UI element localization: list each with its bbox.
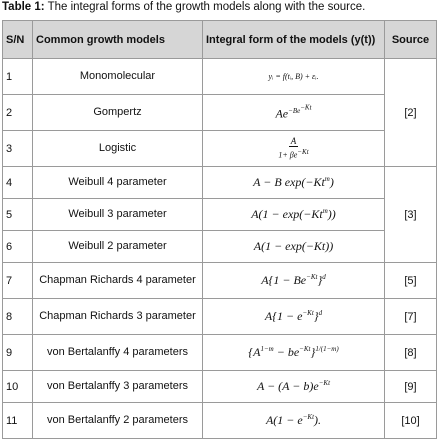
table-row <box>3 167 437 199</box>
table-row <box>3 299 437 335</box>
growth-models-table <box>2 20 437 439</box>
cell-formula: $A - (A - b)e^{-Kt}$ <box>203 371 385 403</box>
cell-sn: 2 <box>3 95 33 131</box>
cell-model: Weibull 2 parameter <box>33 231 203 263</box>
cell-formula: $A\{1 - Be^{-Kt}\}^d$ <box>203 263 385 299</box>
cell-model: von Bertalanffy 3 parameters <box>33 371 203 403</box>
caption-text: The integral forms of the growth models along with the source. <box>44 1 366 13</box>
cell-model: Chapman Richards 3 parameter <box>33 299 203 335</box>
cell-formula: $Ae^{-Be^{-Kt}}$ <box>203 95 385 131</box>
cell-model: von Bertalanffy 4 parameters <box>33 335 203 371</box>
cell-sn: 3 <box>3 131 33 167</box>
cell-formula: $A\{1 - e^{-Kt}\}^d$ <box>203 299 385 335</box>
cell-formula: $\{A^{1-m} - be^{-Kt}\}^{1/(1-m)}$ <box>203 335 385 371</box>
caption-label: Table 1: <box>2 1 45 13</box>
cell-formula: $\frac{A}{1+ \beta e^{-Kt}}$ <box>203 131 385 167</box>
cell-formula: $A(1 - e^{-Kt})$. <box>203 403 385 439</box>
table-row <box>3 59 437 95</box>
table-row <box>3 263 437 299</box>
cell-source: [5] <box>385 263 437 299</box>
cell-sn: 8 <box>3 299 33 335</box>
table-row <box>3 199 437 231</box>
header-model: Common growth models <box>33 21 203 59</box>
table-row <box>3 95 437 131</box>
cell-model: Weibull 4 parameter <box>33 167 203 199</box>
header-sn: S/N <box>3 21 33 59</box>
cell-sn: 5 <box>3 199 33 231</box>
cell-model: Gompertz <box>33 95 203 131</box>
cell-formula: yᵢ = f(tᵢ, B) + εᵢ. <box>203 59 385 95</box>
cell-sn: 11 <box>3 403 33 439</box>
cell-source: [7] <box>385 299 437 335</box>
cell-source: [9] <box>385 371 437 403</box>
cell-source: [2] <box>385 59 437 167</box>
table-row <box>3 231 437 263</box>
cell-model: Logistic <box>33 131 203 167</box>
table-row <box>3 371 437 403</box>
cell-sn: 4 <box>3 167 33 199</box>
table-row <box>3 335 437 371</box>
cell-source: [3] <box>385 167 437 263</box>
cell-formula: A(1 − exp(−Kt)) <box>203 231 385 263</box>
header-formula: Integral form of the models (y(t)) <box>203 21 385 59</box>
header-row <box>3 21 437 59</box>
cell-sn: 1 <box>3 59 33 95</box>
cell-model: Monomolecular <box>33 59 203 95</box>
cell-formula: A − B $\exp(-Kt^m)$ <box>203 167 385 199</box>
cell-sn: 6 <box>3 231 33 263</box>
cell-source: [10] <box>385 403 437 439</box>
cell-sn: 10 <box>3 371 33 403</box>
cell-model: Chapman Richards 4 parameter <box>33 263 203 299</box>
cell-model: von Bertalanffy 2 parameters <box>33 403 203 439</box>
cell-sn: 9 <box>3 335 33 371</box>
table-row <box>3 131 437 167</box>
cell-sn: 7 <box>3 263 33 299</box>
cell-model: Weibull 3 parameter <box>33 199 203 231</box>
header-source: Source <box>385 21 437 59</box>
cell-source: [8] <box>385 335 437 371</box>
cell-formula: $A(1 - \exp(-Kt^m))$ <box>203 199 385 231</box>
table-row <box>3 403 437 439</box>
table-caption <box>2 1 365 13</box>
